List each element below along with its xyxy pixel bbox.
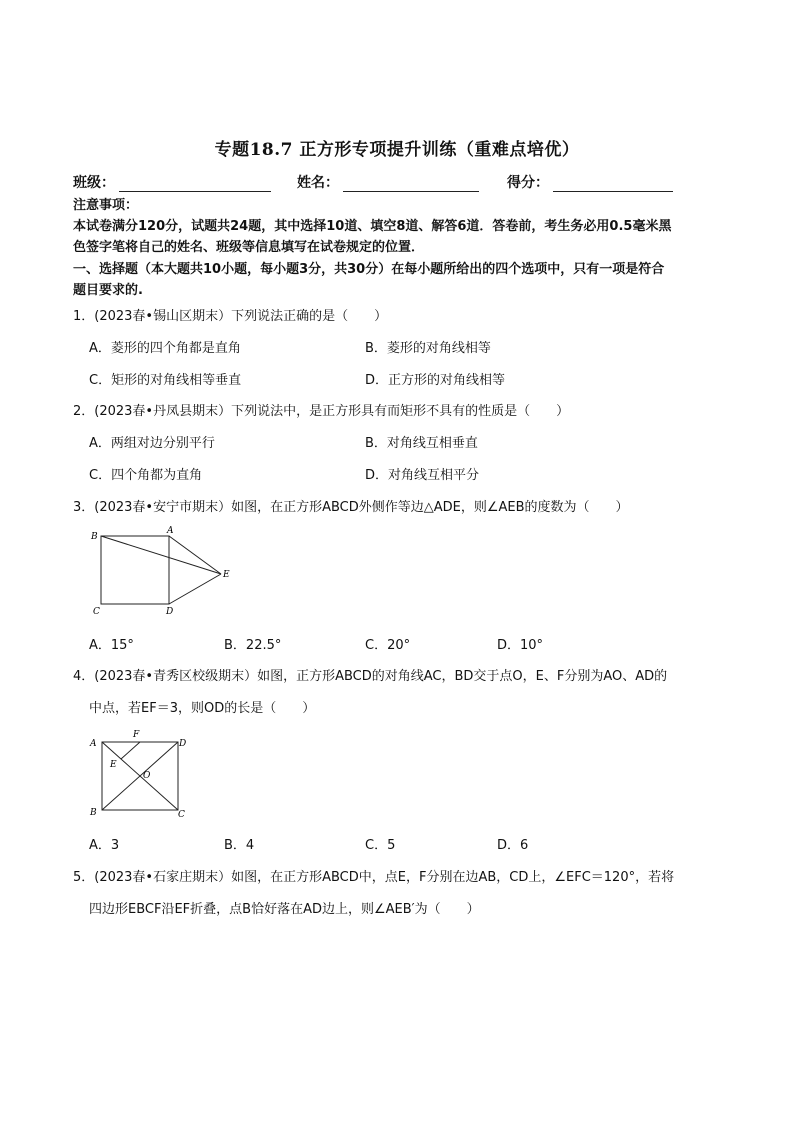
question-2-option-a[interactable]: A．两组对边分别平行 (89, 436, 215, 451)
label-b: B (90, 808, 97, 818)
question-2-option-d[interactable]: D．对角线互相平分 (365, 468, 480, 483)
score-field (507, 172, 673, 192)
question-3-option-d[interactable]: D．10° (497, 638, 544, 653)
class-blank[interactable] (119, 177, 271, 192)
question-4-option-d[interactable]: D．6 (497, 838, 529, 853)
label-a: A (167, 526, 174, 536)
question-3-option-a[interactable]: A．15° (89, 638, 134, 653)
question-2-stem: 2．(2023春•丹凤县期末）下列说法中，是正方形具有而矩形不具有的性质是（ ） (73, 404, 570, 419)
name-blank[interactable] (343, 177, 479, 192)
question-2-option-c[interactable]: C．四个角都为直角 (89, 468, 203, 483)
name-label: 姓名： (297, 175, 339, 191)
section-heading-line-2: 题目要求的. (73, 283, 143, 298)
question-3-stem: 3．(2023春•安宁市期末）如图，在正方形ABCD外侧作等边△ADE，则∠AEB的度数为（ ） (73, 500, 629, 515)
name-field (297, 172, 479, 192)
label-c: C (93, 607, 100, 617)
square-diagonals-diagram (86, 727, 196, 822)
question-1-stem: 1．(2023春•锡山区期末）下列说法正确的是（ ） (73, 309, 388, 324)
square-abcd (101, 536, 169, 604)
notes-line-1: 本试卷满分120分，试题共24题，其中选择10道、填空8道、解答6道．答卷前，考生务必用0.5毫米黑 (73, 219, 672, 234)
question-4-stem-line-2: 中点，若EF＝3，则OD的长是（ ） (89, 701, 316, 716)
segment-ef (121, 742, 140, 759)
section-heading-line-1: 一、选择题（本大题共10小题，每小题3分，共30分）在每小题所给出的四个选项中，只有一项是符合 (73, 262, 665, 277)
segment-be (101, 536, 221, 574)
notes-line-2: 色签字笔将自己的姓名、班级等信息填写在试卷规定的位置． (73, 240, 425, 255)
label-a: A (90, 739, 97, 749)
question-5-stem-line-1: 5．(2023春•石家庄期末）如图，在正方形ABCD中，点E，F分别在边AB，CD上，∠EFC＝120°，若将 (73, 870, 675, 885)
question-2-option-b[interactable]: B．对角线互相垂直 (365, 436, 478, 451)
question-1-option-d[interactable]: D．正方形的对角线相等 (365, 373, 506, 388)
segment-ae (169, 536, 221, 574)
page-title: 专题18.7 正方形专项提升训练（重难点培优） (214, 140, 580, 160)
question-4-option-b[interactable]: B．4 (224, 838, 255, 853)
student-info-row (73, 172, 713, 192)
notes-heading: 注意事项： (73, 198, 139, 213)
question-4-figure (86, 727, 196, 826)
question-3-option-b[interactable]: B．22.5° (224, 638, 282, 653)
question-1-option-b[interactable]: B．菱形的对角线相等 (365, 341, 491, 356)
score-label: 得分： (507, 175, 549, 191)
label-e: E (110, 760, 117, 770)
label-e: E (223, 570, 230, 580)
question-5-stem-line-2: 四边形EBCF沿EF折叠，点B恰好落在AD边上，则∠AEB′为（ ） (89, 902, 480, 917)
class-field (73, 172, 271, 192)
label-f: F (133, 730, 140, 740)
segment-de (169, 574, 221, 604)
label-o: O (143, 771, 151, 781)
question-3-option-c[interactable]: C．20° (365, 638, 411, 653)
label-c: C (178, 810, 185, 820)
label-b: B (91, 532, 98, 542)
question-1-option-c[interactable]: C．矩形的对角线相等垂直 (89, 373, 242, 388)
question-3-figure (88, 524, 243, 623)
square-with-equilateral-triangle-diagram (88, 524, 243, 619)
label-d: D (179, 739, 187, 749)
class-label: 班级： (73, 175, 115, 191)
question-4-option-c[interactable]: C．5 (365, 838, 396, 853)
question-4-stem-line-1: 4．(2023春•青秀区校级期末）如图，正方形ABCD的对角线AC，BD交于点O，E、F分别为AO、AD的 (73, 669, 668, 684)
question-4-option-a[interactable]: A．3 (89, 838, 120, 853)
score-blank[interactable] (553, 177, 673, 192)
question-1-option-a[interactable]: A．菱形的四个角都是直角 (89, 341, 241, 356)
label-d: D (166, 607, 174, 617)
